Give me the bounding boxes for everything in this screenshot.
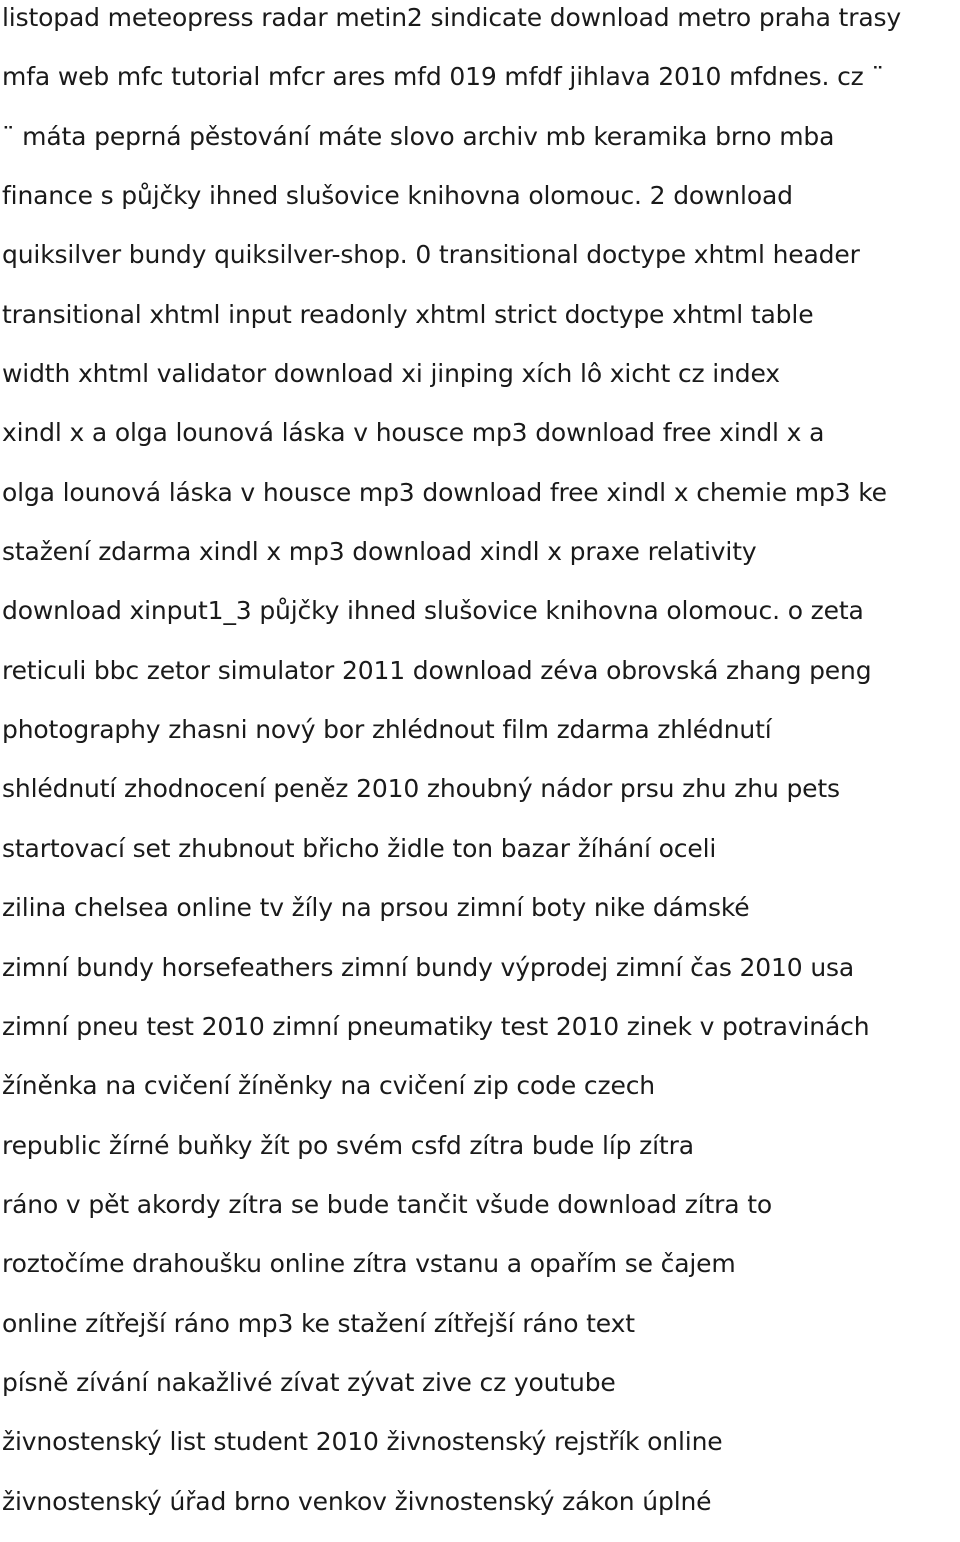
text-line: ¨ máta peprná pěstování máte slovo archiv mb keramika brno mba [2, 121, 835, 151]
text-line: písně zívání nakažlivé zívat zývat zive cz youtube [2, 1367, 616, 1397]
text-line: mfa web mfc tutorial mfcr ares mfd 019 mfdf jihlava 2010 mfdnes. cz ¨ [2, 62, 884, 92]
text-line: shlédnutí zhodnocení peněz 2010 zhoubný nádor prsu zhu zhu pets [2, 774, 840, 804]
document-body [2, 0, 958, 1542]
text-line: xindl x a olga lounová láska v housce mp3 download free xindl x a [2, 418, 825, 448]
text-line: zimní bundy horsefeathers zimní bundy výprodej zimní čas 2010 usa [2, 952, 855, 982]
text-line: zilina chelsea online tv žíly na prsou zimní boty nike dámské [2, 893, 750, 923]
text-line: width xhtml validator download xi jinping xích lô xicht cz index [2, 359, 780, 389]
text-line: republic žírné buňky žít po svém csfd zítra bude líp zítra [2, 1130, 694, 1160]
text-line: listopad meteopress radar metin2 sindicate download metro praha trasy [2, 3, 902, 32]
text-line: reticuli bbc zetor simulator 2011 download zéva obrovská zhang peng [2, 655, 872, 685]
text-line: roztočíme drahoušku online zítra vstanu a opařím se čajem [2, 1249, 736, 1279]
text-line: download xinput1_3 půjčky ihned slušovice knihovna olomouc. o zeta [2, 596, 864, 626]
text-line: transitional xhtml input readonly xhtml strict doctype xhtml table [2, 299, 814, 329]
text-line: živnostenský list student 2010 živnostenský rejstřík online [2, 1427, 723, 1457]
text-line: startovací set zhubnout břicho židle ton bazar žíhání oceli [2, 833, 717, 863]
text-line: online zítřejší ráno mp3 ke stažení zítřejší ráno text [2, 1308, 635, 1338]
text-line: zimní pneu test 2010 zimní pneumatiky test 2010 zinek v potravinách [2, 1011, 870, 1041]
text-line: quiksilver bundy quiksilver-shop. 0 transitional doctype xhtml header [2, 240, 860, 270]
text-line: ráno v pět akordy zítra se bude tančit všude download zítra to [2, 1189, 773, 1219]
text-line: žíněnka na cvičení žíněnky na cvičení zip code czech [2, 1071, 655, 1101]
text-line: photography zhasni nový bor zhlédnout film zdarma zhlédnutí [2, 715, 772, 745]
text-line: finance s půjčky ihned slušovice knihovna olomouc. 2 download [2, 181, 793, 211]
text-line: stažení zdarma xindl x mp3 download xindl x praxe relativity [2, 537, 757, 567]
text-line: olga lounová láska v housce mp3 download free xindl x chemie mp3 ke [2, 477, 887, 507]
text-line: živnostenský úřad brno venkov živnostenský zákon úplné [2, 1486, 712, 1516]
